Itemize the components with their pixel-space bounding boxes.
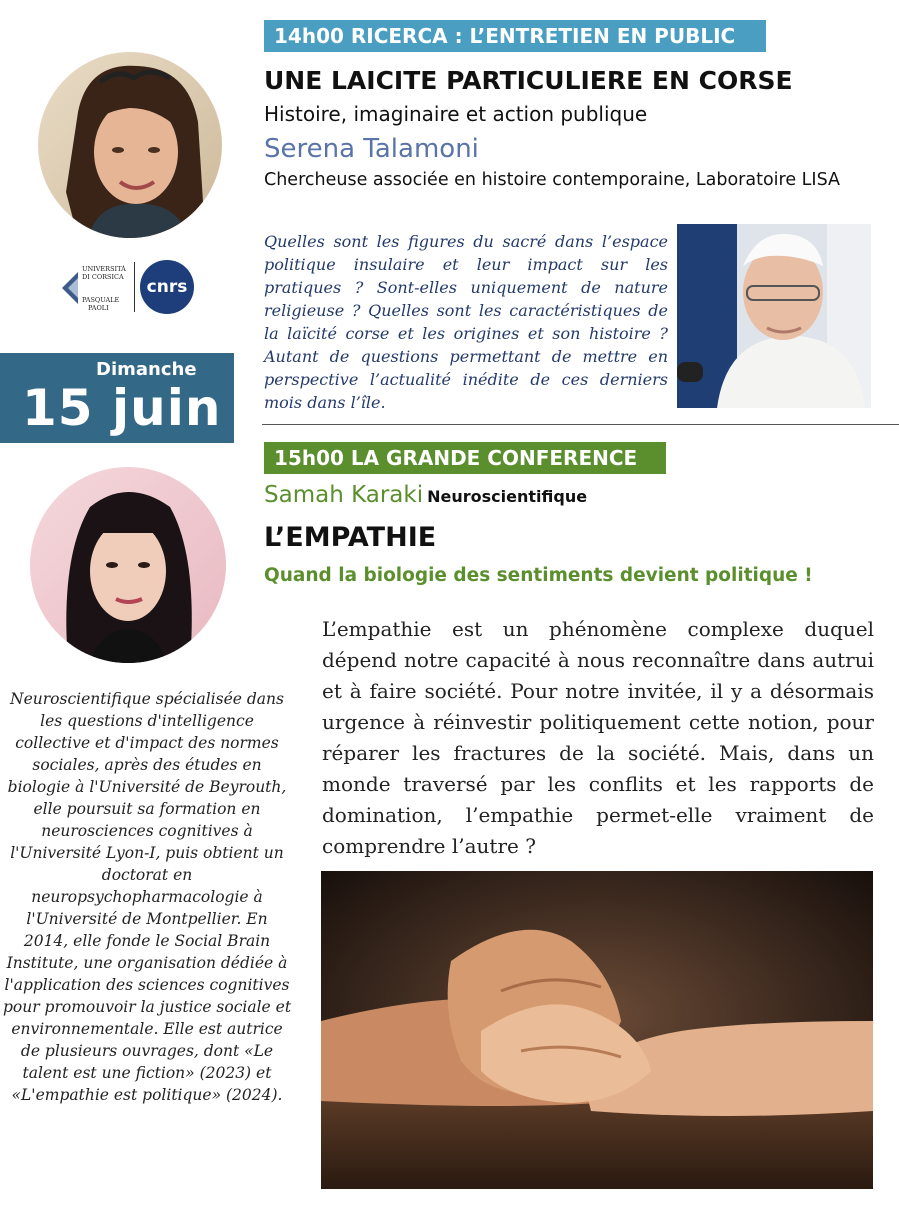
logo-separator [134, 262, 135, 312]
section-divider [262, 424, 899, 425]
event2-speaker-role: Neuroscientifique [427, 487, 588, 506]
event2-photo [321, 871, 873, 1189]
event1-description: Quelles sont les figures du sacré dans l’espace politique insulaire et leur impact sur les pratiques ? Sont-elles uniquement de nature religieuse ? Quelles sont les caractéristiques de la laïcité corse et les origines et son histoire ? Autant de questions permettant de mettre en perspective l’actualité inédite de ces derniers mois dans l’île. [264, 232, 668, 412]
event2-description: L’empathie est un phénomène complexe duquel dépend notre capacité à nous reconnaître dans autrui et à faire société. Pour notre invitée, il y a désormais urgence à réinvestir politiquement cette notion, pour réparer les fractures de la société. Mais, dans un monde traversé par les conflits et les rapports de domination, l’empathie permet-elle vraiment de comprendre l’autre ? [322, 617, 874, 858]
event1-speaker-role: Chercheuse associée en histoire contemporaine, Laboratoire LISA [264, 170, 840, 190]
svg-text:PASQUALE: PASQUALE [82, 296, 120, 304]
event2-subtitle: Quand la biologie des sentiments devient politique ! [264, 565, 813, 586]
svg-text:DI CORSICA: DI CORSICA [82, 273, 124, 281]
svg-text:UNIVERSITÀ: UNIVERSITÀ [82, 265, 126, 273]
event1-photo [677, 224, 871, 408]
date-day-label: Dimanche [96, 359, 197, 380]
svg-text:PAOLI: PAOLI [88, 304, 109, 312]
date-banner [0, 353, 234, 443]
event2-title: L’EMPATHIE [264, 522, 437, 553]
event2-speaker-bio: Neuroscientifique spécialisée dans les questions d'intelligence collective et d'impact des normes sociales, après des études en biologie à l'Université de Beyrouth, elle poursuit sa formation en neurosciences cognitives à l'Université Lyon-I, puis obtient un doctorat en neuropsychopharmacologie à l'Université de Montpellier. En 2014, elle fonde le Social Brain Institute, une organisation dédiée à l'application des sciences cognitives pour promouvoir la justice sociale et environnementale. Elle est autrice de plusieurs ouvrages, dont «Le talent est une fiction» (2023) et «L'empathie est politique» (2024). [2, 690, 292, 1104]
cnrs-logo: cnrs [140, 260, 194, 314]
universita-di-corsica-logo [58, 262, 134, 314]
event1-time-badge: 14h00 RICERCA : L’ENTRETIEN EN PUBLIC [264, 20, 766, 52]
speaker-portrait-samah [30, 467, 226, 663]
event1-subtitle: Histoire, imaginaire et action publique [264, 102, 648, 126]
date-value: 15 juin [22, 379, 222, 437]
event1-speaker-name: Serena Talamoni [264, 134, 479, 164]
event2-speaker-name: Samah Karaki [264, 482, 424, 508]
event2-time-badge: 15h00 LA GRANDE CONFERENCE [264, 442, 666, 474]
speaker-portrait-serena [38, 52, 222, 238]
event2-speaker [264, 482, 587, 508]
event1-title: UNE LAICITE PARTICULIERE EN CORSE [264, 66, 793, 95]
